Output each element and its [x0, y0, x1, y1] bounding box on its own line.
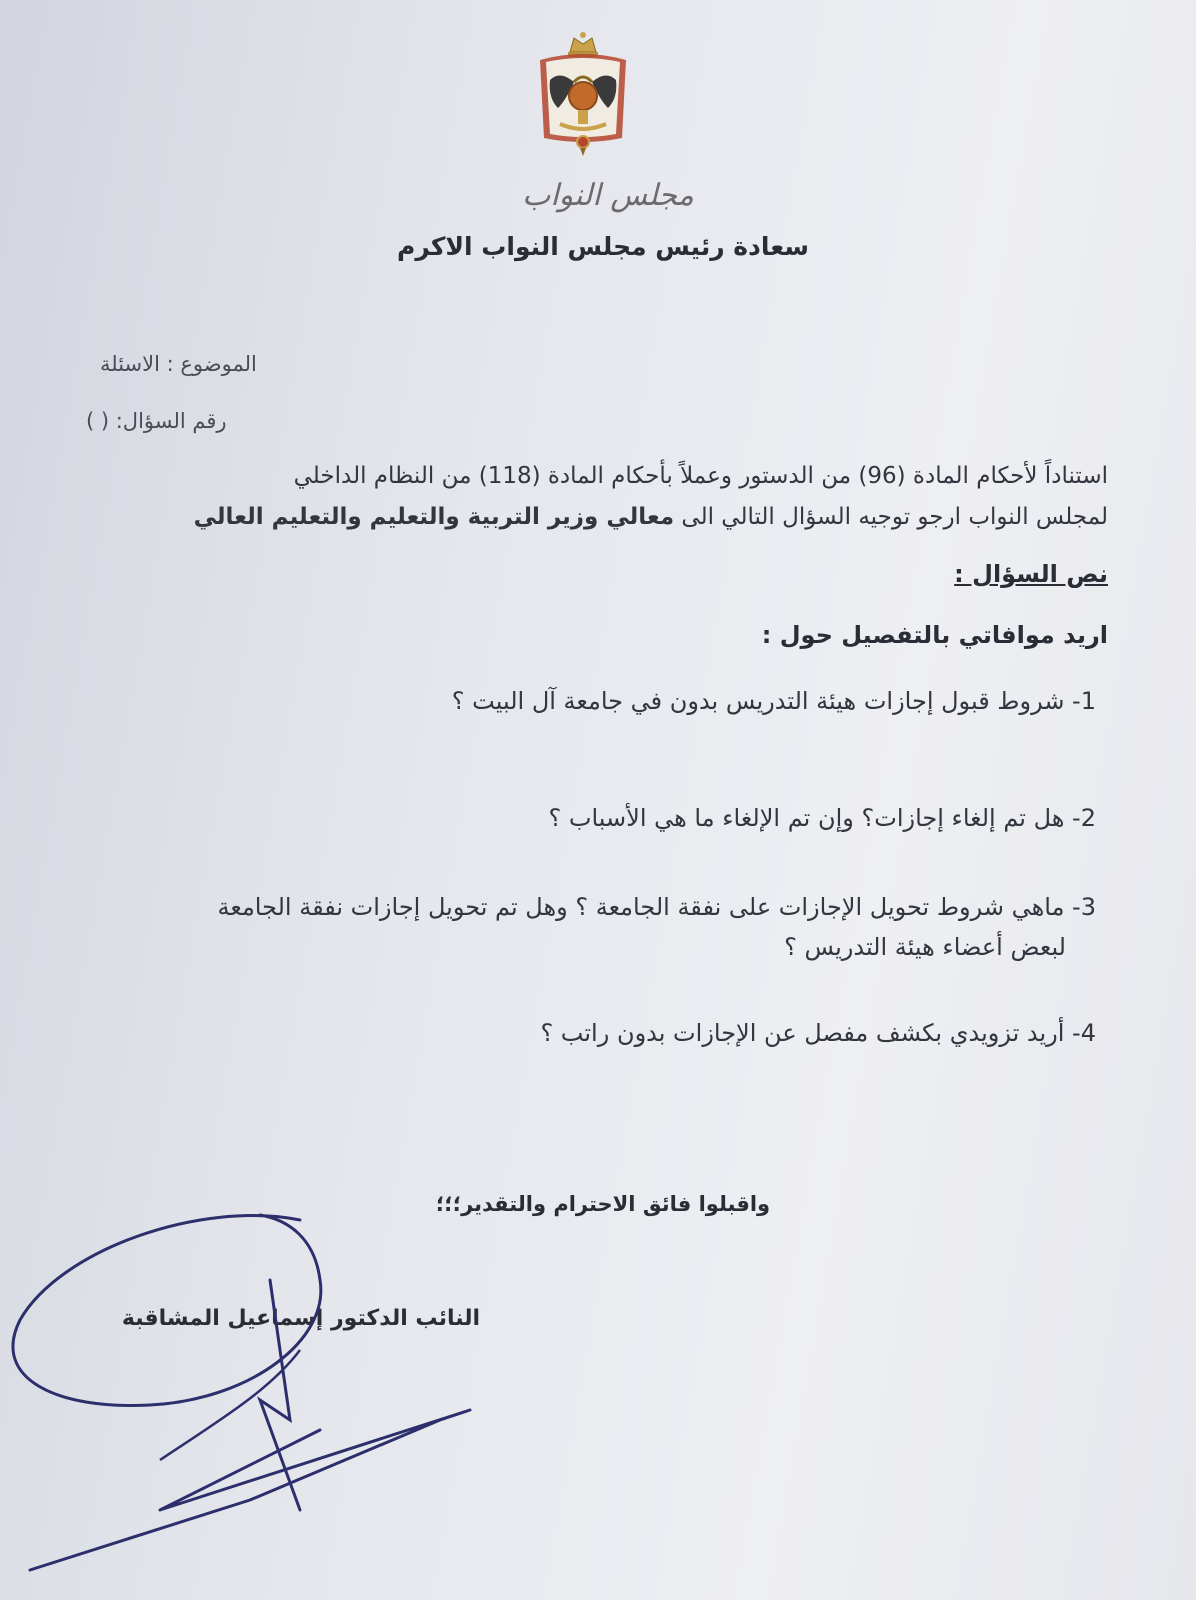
question-item-1: 1- شروط قبول إجازات هيئة التدريس بدون في جامعة آل البيت ؟ [451, 687, 1096, 715]
question-title: نص السؤال : [954, 560, 1108, 588]
closing-line: واقبلوا فائق الاحترام والتقدير؛؛؛ [435, 1192, 771, 1216]
intro-line-2 [128, 497, 1108, 538]
question-lead: اريد موافاتي بالتفصيل حول : [761, 621, 1108, 649]
ministry-name: معالي وزير التربية والتعليم والتعليم العالي [193, 504, 675, 530]
intro-paragraph [128, 456, 1108, 538]
question-item-3 [96, 887, 1096, 967]
handwritten-signature [0, 1200, 520, 1600]
signatory-name: النائب الدكتور إسماعيل المشاقبة [121, 1306, 480, 1331]
question-item-3-text: 3- ماهي شروط تحويل الإجازات على نفقة الجامعة ؟ وهل تم تحويل إجازات نفقة الجامعة [217, 893, 1096, 921]
question-item-3-continuation: لبعض أعضاء هيئة التدريس ؟ [784, 933, 1066, 961]
intro-line-2-text: لمجلس النواب ارجو توجيه السؤال التالي الى [674, 504, 1108, 530]
question-number-line: رقم السؤال: ( ) [86, 409, 227, 433]
addressee-heading: سعادة رئيس مجلس النواب الاكرم [397, 232, 809, 261]
jordan-coat-of-arms-icon [530, 30, 636, 160]
question-item-2: 2- هل تم إلغاء إجازات؟ وإن تم الإلغاء ما هي الأسباب ؟ [548, 804, 1096, 832]
question-item-4: 4- أريد تزويدي بكشف مفصل عن الإجازات بدون راتب ؟ [540, 1019, 1096, 1047]
subject-line: الموضوع : الاسئلة [100, 352, 257, 376]
council-name-logotype: مجلس النواب [522, 178, 694, 213]
intro-line-1: استناداً لأحكام المادة (96) من الدستور وعملاً بأحكام المادة (118) من النظام الداخلي [293, 463, 1108, 489]
